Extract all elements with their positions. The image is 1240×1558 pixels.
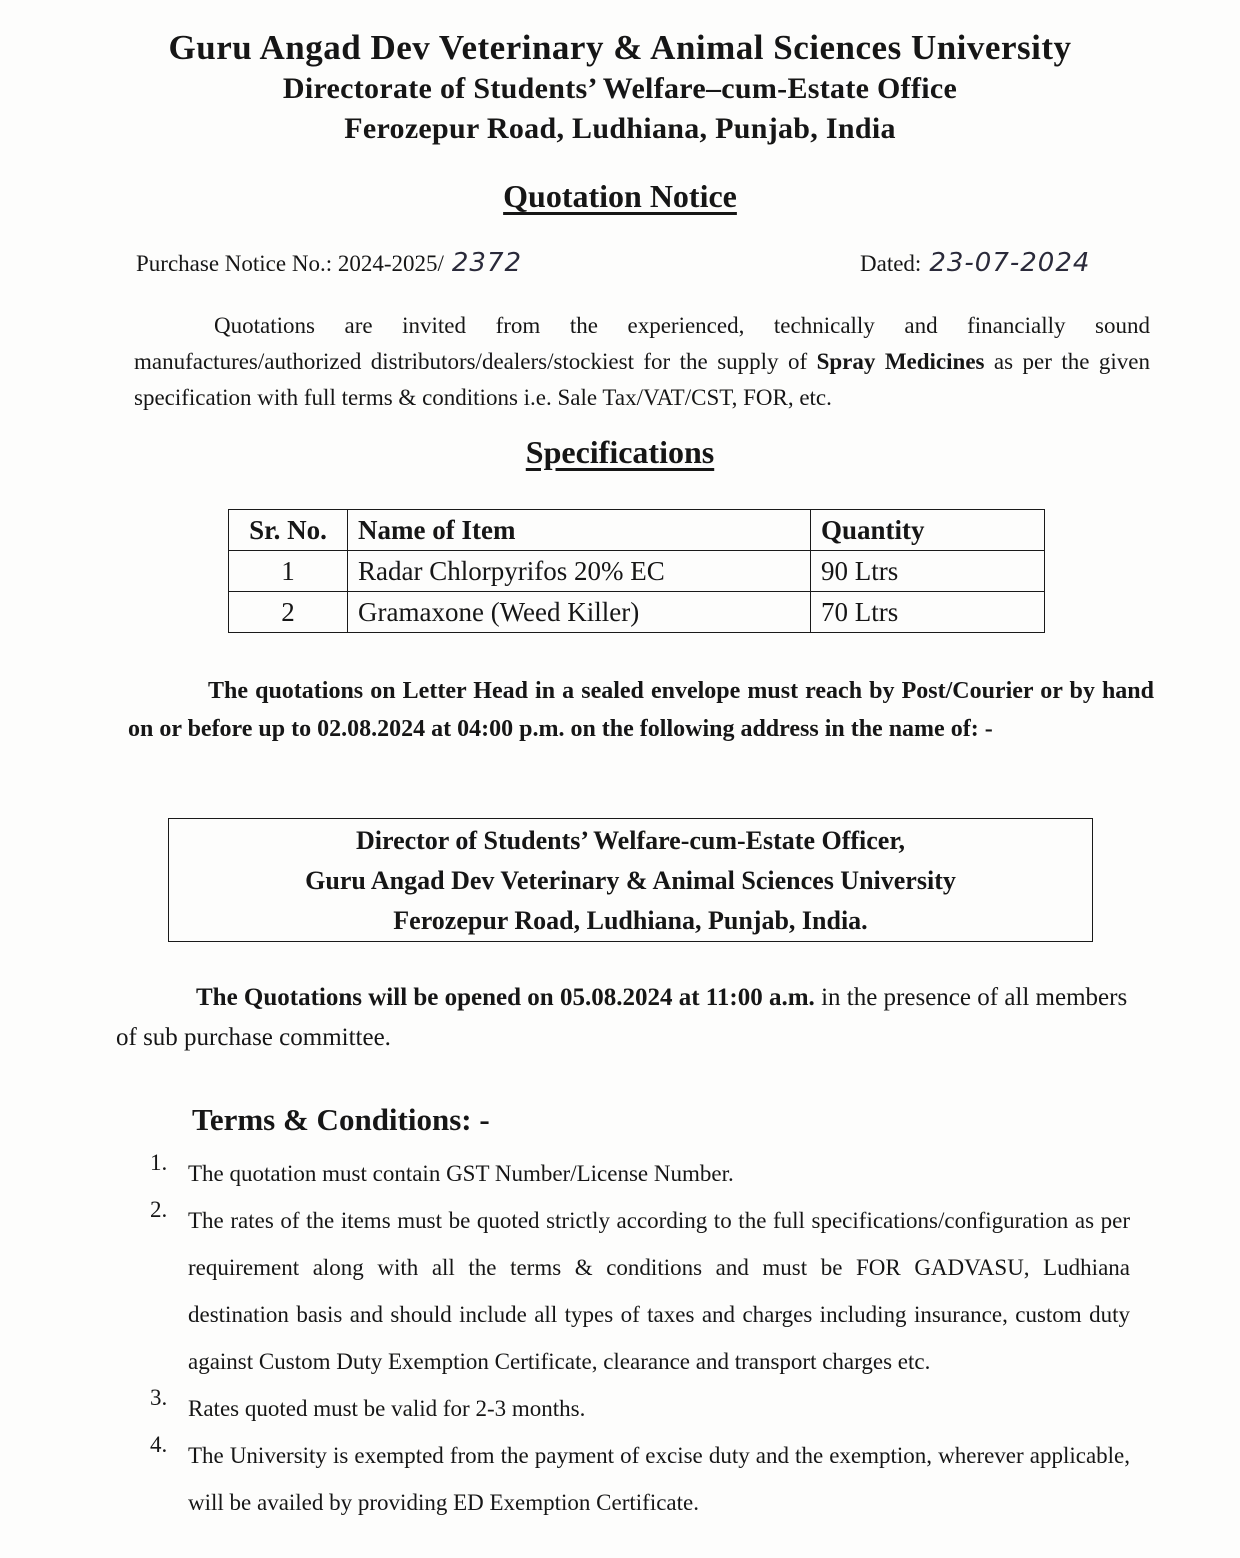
purchase-notice-number	[136, 248, 522, 278]
page-title: Quotation Notice	[503, 178, 737, 214]
header-address: Ferozepur Road, Ludhiana, Punjab, India	[344, 112, 896, 145]
term-number: 1.	[150, 1150, 168, 1175]
col-header-sr-no: Sr. No.	[229, 510, 348, 551]
terms-title: Terms & Conditions: -	[192, 1102, 490, 1137]
submission-text: The quotations on Letter Head in a sealed envelope must reach by Post/Courier or by hand on or before up to 02.08.2024 at 04:00 p.m. on the following address in the name of: -	[128, 678, 1154, 742]
term-text: The rates of the items must be quoted strictly according to the full specifications/configuration as per requirement along with all the terms & conditions and must be FOR GADVASU, Ludhiana destination basis and should include all types of taxes and charges including insurance, custom duty against Custom Duty Exemption Certificate, clearance and transport charges etc.	[188, 1208, 1130, 1374]
col-header-quantity: Quantity	[811, 510, 1045, 551]
term-number: 3.	[150, 1385, 168, 1410]
term-text: The University is exempted from the payment of excise duty and the exemption, wherever applicable, will be availed by providing ED Exemption Certificate.	[188, 1443, 1130, 1515]
list-item	[140, 1385, 1130, 1432]
university-name: Guru Angad Dev Veterinary & Animal Sciences University	[168, 28, 1072, 67]
notice-date	[860, 248, 1090, 278]
submission-instructions	[128, 672, 1154, 748]
dated-label: Dated:	[860, 251, 922, 276]
term-text: The quotation must contain GST Number/License Number.	[188, 1161, 734, 1186]
specifications-title: Specifications	[525, 434, 715, 470]
table-header-row	[229, 510, 1045, 551]
opening-notice	[116, 978, 1150, 1058]
terms-list	[140, 1150, 1130, 1526]
opening-rest-text: in the presence of all members of sub purchase committee.	[116, 984, 1128, 1051]
intro-item-category: Spray Medicines	[816, 349, 985, 374]
cell-quantity: 70 Ltrs	[811, 592, 1045, 633]
address-line-2: Guru Angad Dev Veterinary & Animal Sciences University	[305, 866, 956, 895]
address-line-3: Ferozepur Road, Ludhiana, Punjab, India.	[393, 906, 868, 935]
intro-text-end: as per the given specification with full terms & conditions i.e. Sale Tax/VAT/CST, FOR, etc.	[134, 349, 1150, 410]
directorate-name: Directorate of Students’ Welfare–cum-Estate Office	[282, 72, 958, 105]
list-item	[140, 1432, 1130, 1526]
specifications-table	[228, 509, 1045, 633]
term-number: 4.	[150, 1432, 168, 1457]
term-number: 2.	[150, 1197, 168, 1222]
intro-paragraph	[134, 308, 1150, 416]
address-line-1: Director of Students’ Welfare-cum-Estate Officer,	[356, 826, 905, 855]
list-item	[140, 1150, 1130, 1197]
col-header-item-name: Name of Item	[348, 510, 811, 551]
table-row	[229, 592, 1045, 633]
purchase-notice-label: Purchase Notice No.: 2024-2025/	[136, 251, 444, 276]
submission-address-box	[168, 818, 1093, 942]
term-text: Rates quoted must be valid for 2-3 months.	[188, 1396, 586, 1421]
handwritten-date: 23-07-2024	[929, 248, 1091, 278]
cell-item-name: Radar Chlorpyrifos 20% EC	[348, 551, 811, 592]
cell-item-name: Gramaxone (Weed Killer)	[348, 592, 811, 633]
handwritten-notice-number: 2372	[451, 248, 523, 278]
list-item	[140, 1197, 1130, 1385]
opening-date-text: The Quotations will be opened on 05.08.2024 at 11:00 a.m.	[196, 984, 815, 1011]
cell-sr-no: 2	[229, 592, 348, 633]
cell-quantity: 90 Ltrs	[811, 551, 1045, 592]
intro-text-start: Quotations are invited from the experienced, technically and financially sound manufactures/authorized distributors/dealers/stockiest for the supply of	[134, 313, 1150, 374]
cell-sr-no: 1	[229, 551, 348, 592]
table-row	[229, 551, 1045, 592]
